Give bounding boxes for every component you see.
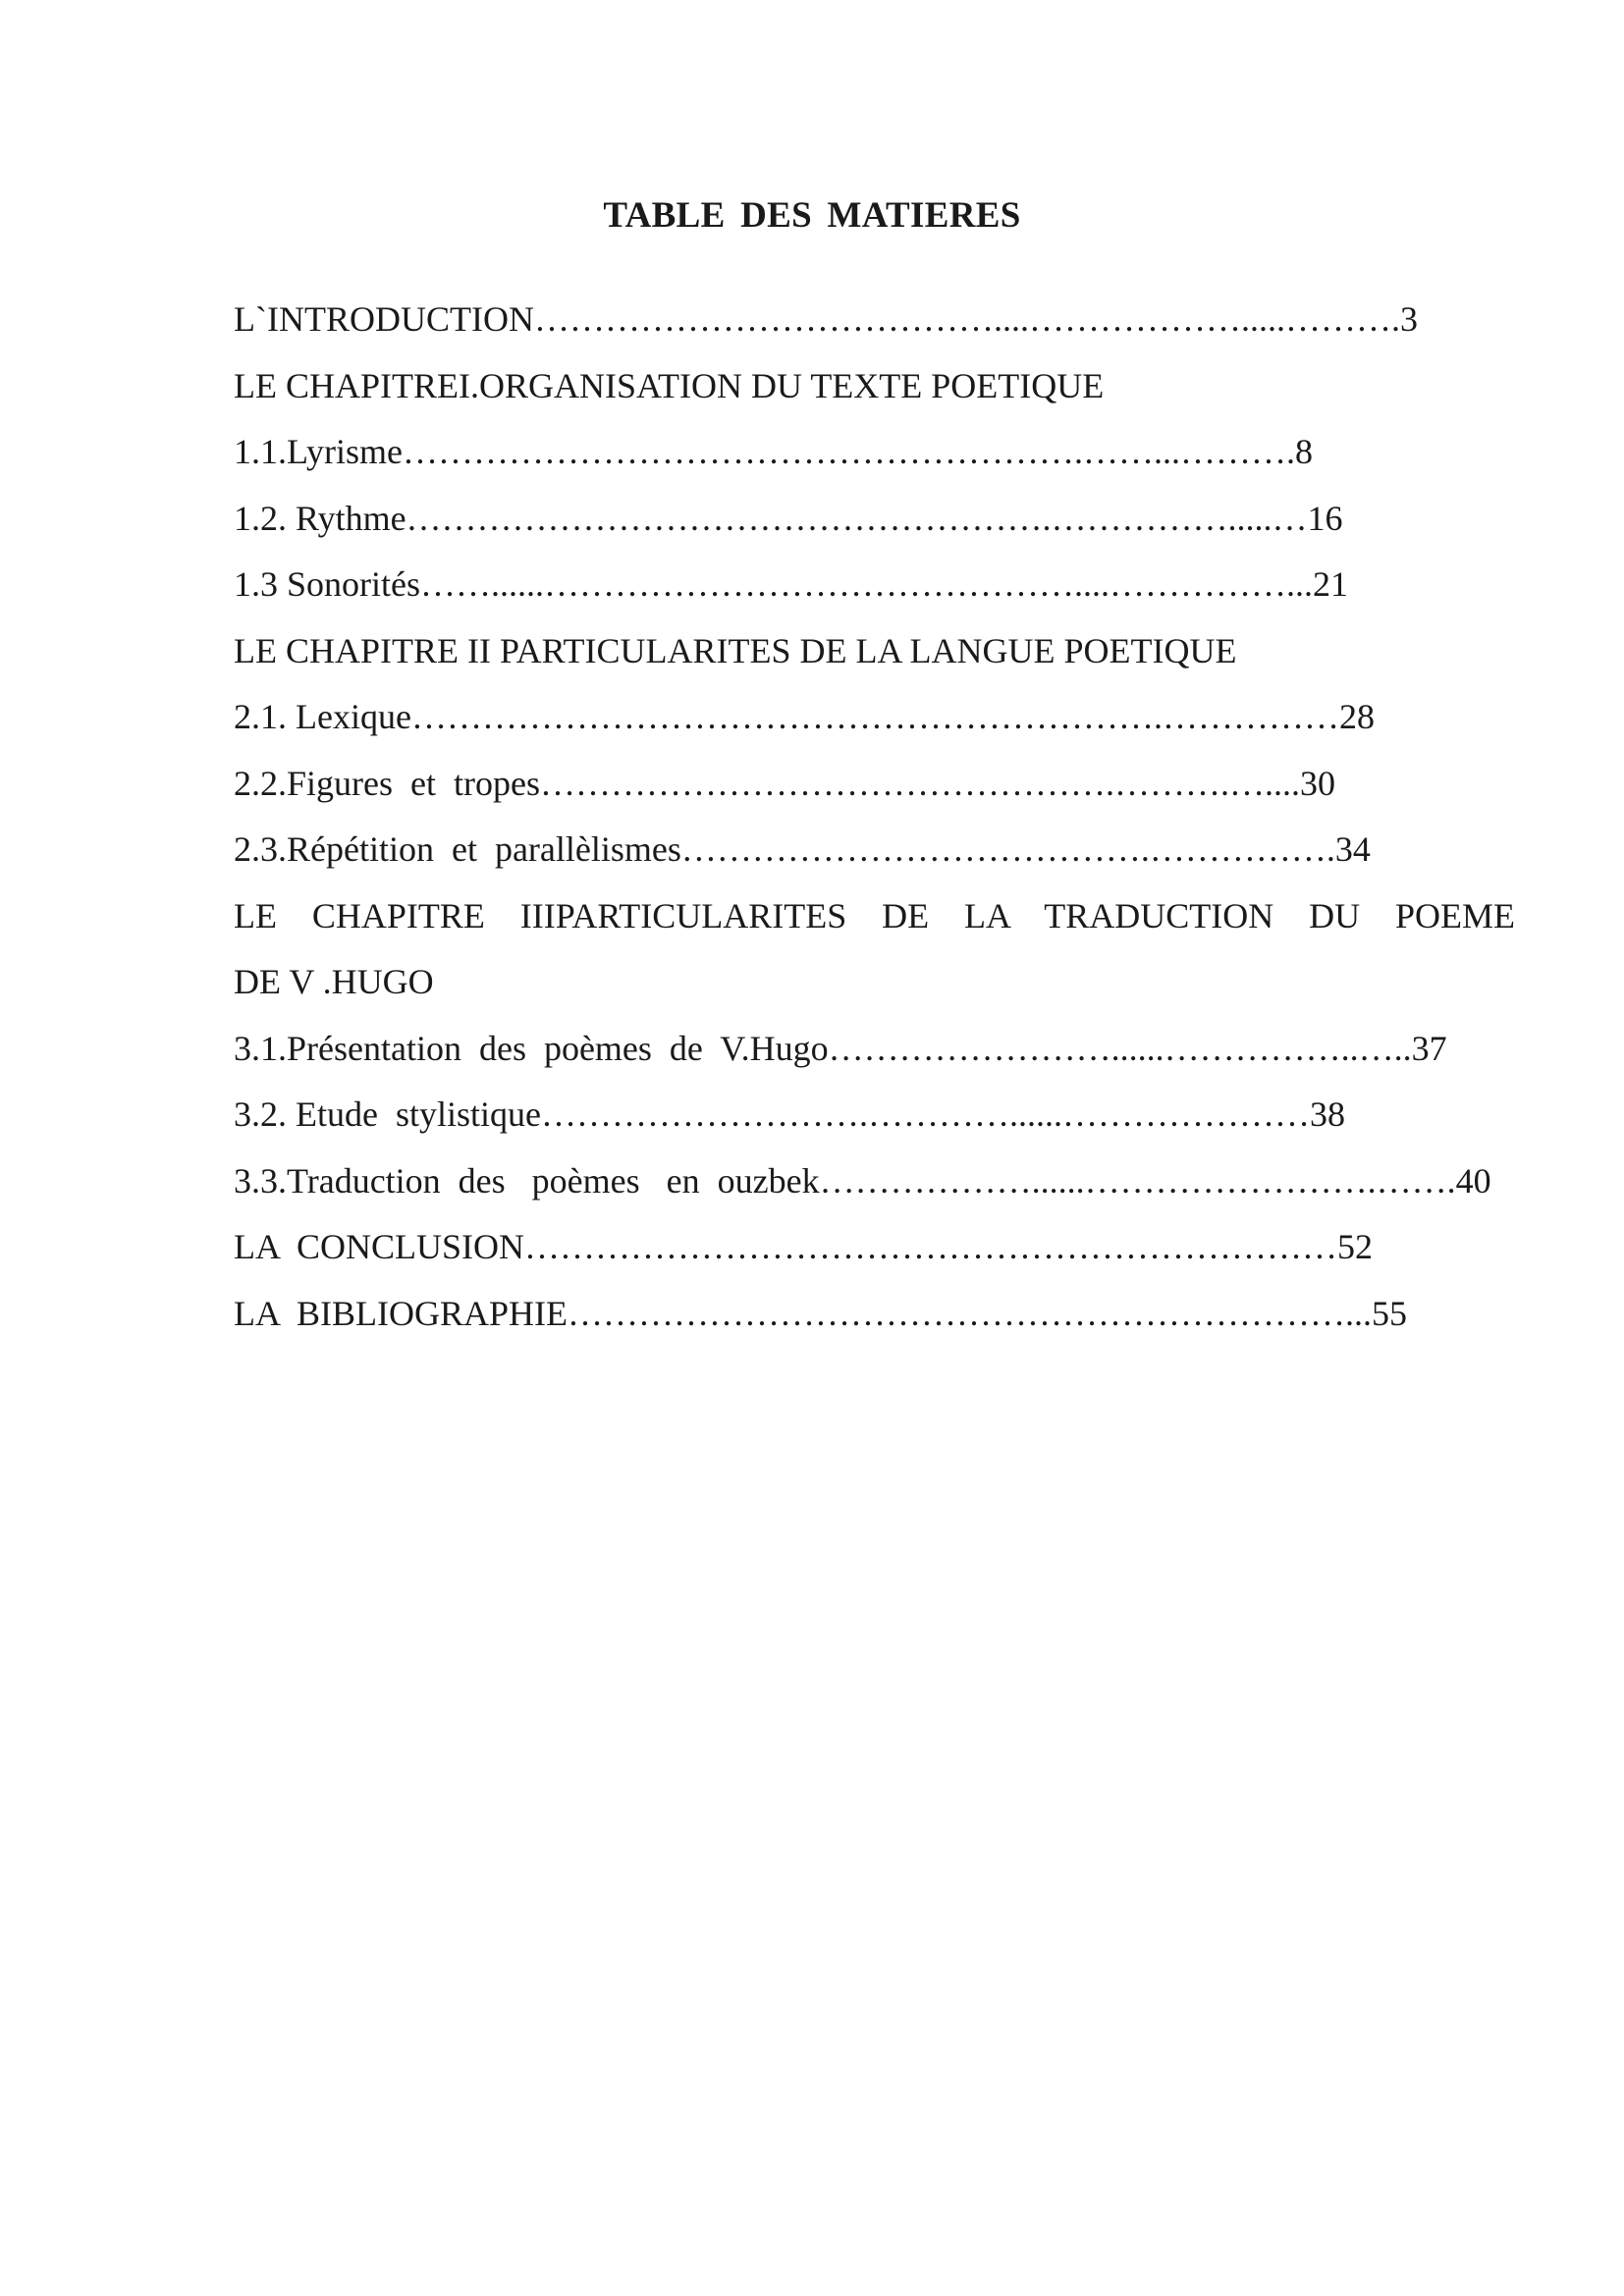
toc-entry-3-3: 3.3.Traduction des poèmes en ouzbek………………......…………………….…….40 [234,1160,1491,1201]
toc-chapter-3-heading-continued: DE V .HUGO [234,962,434,1001]
toc-entry-1-3: 1.3 Sonorités……......………………………………………....……………...21 [234,564,1349,604]
toc-chapter-2-heading: LE CHAPITRE II PARTICULARITES DE LA LANGUE POETIQUE [234,630,1237,670]
toc-entry-1-2: 1.2. Rythme……………………………………………….…………….....…16 [234,498,1343,538]
toc-entry-introduction: L`INTRODUCTION…………………………………....……………….....……….3 [234,299,1418,339]
page-title: TABLE DES MATIERES [603,195,1021,236]
toc-entry-conclusion: LA CONCLUSION……………………………………………………………52 [234,1227,1374,1266]
toc-chapter-1-heading: LE CHAPITREI.ORGANISATION DU TEXTE POETIQUE [234,365,1105,405]
toc-entry-1-1: 1.1.Lyrisme………………………………………………….……...……….8 [234,432,1313,471]
toc-entry-2-3: 2.3.Répétition et parallèlismes………………………………….…………….34 [234,829,1371,869]
toc-entry-2-2: 2.2.Figures et tropes………………………………………….……….…....30 [234,763,1335,803]
toc-chapter-3-heading: LE CHAPITRE IIIPARTICULARITES DE LA TRADUCTION DU POEME [234,895,1515,935]
toc-entry-2-1: 2.1. Lexique……………………………………………………….……………28 [234,697,1375,736]
toc-entry-3-2: 3.2. Etude stylistique……………………….…………......…………………38 [234,1095,1345,1134]
table-of-contents [234,287,1530,1347]
toc-entry-bibliography: LA BIBLIOGRAPHIE…………………………………………………………...55 [234,1293,1407,1333]
toc-entry-3-1: 3.1.Présentation des poèmes de V.Hugo……………………......……………..…..37 [234,1028,1447,1068]
